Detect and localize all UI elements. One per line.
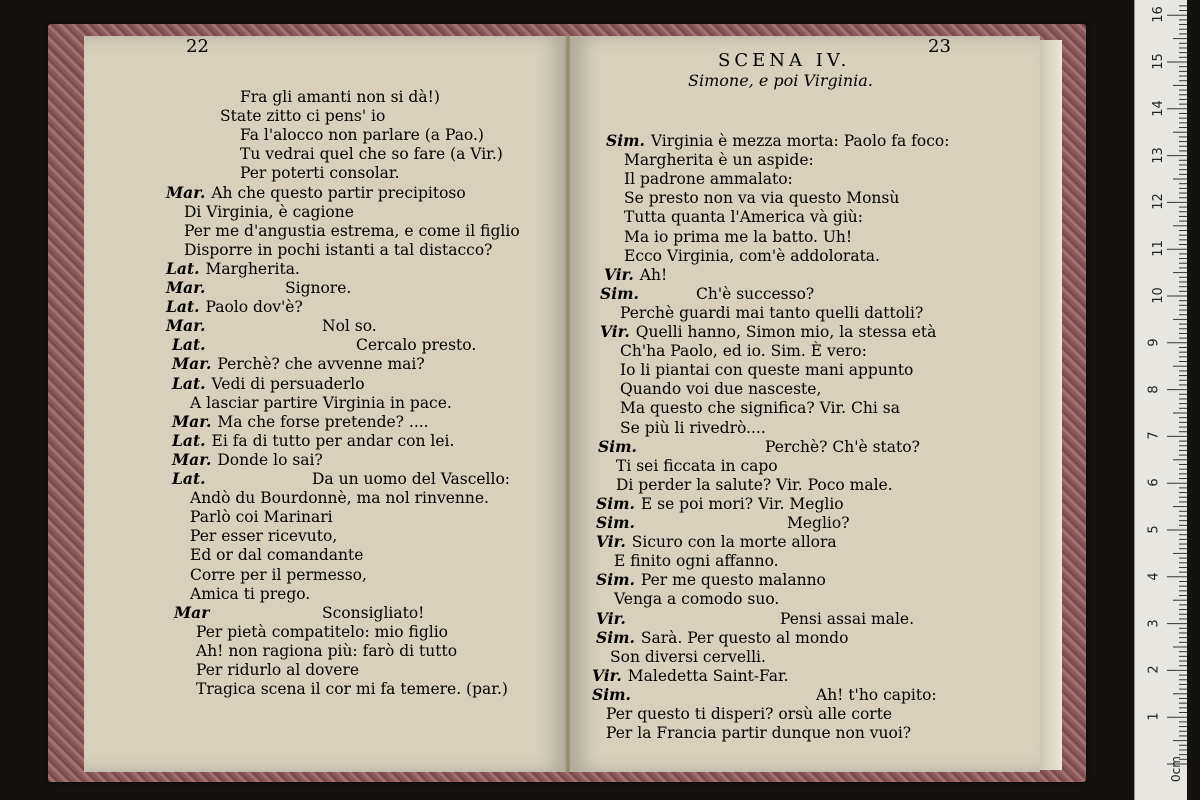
line-text: Tutta quanta l'America và giù: bbox=[624, 208, 863, 227]
ruler-number: 4 bbox=[1146, 572, 1162, 581]
text-line bbox=[172, 375, 365, 393]
text-line bbox=[190, 489, 489, 507]
line-text: Di Virginia, è cagione bbox=[184, 202, 354, 221]
text-line bbox=[196, 623, 448, 641]
line-text: Amica ti prego. bbox=[190, 584, 311, 603]
text-line bbox=[610, 648, 766, 666]
text-line bbox=[190, 566, 367, 584]
line-text: Signore. bbox=[285, 279, 352, 297]
text-line bbox=[624, 208, 863, 226]
right-page-number: 23 bbox=[928, 36, 951, 57]
line-text: Ei fa di tutto per andar con lei. bbox=[211, 431, 455, 450]
ruler-number: 3 bbox=[1146, 618, 1162, 628]
ruler-number: 12 bbox=[1150, 193, 1166, 211]
line-text: Disporre in pochi istanti a tal distacco? bbox=[184, 240, 493, 259]
speaker-label: Vir. bbox=[596, 608, 626, 628]
page-edges bbox=[1040, 40, 1062, 770]
text-line bbox=[624, 189, 899, 207]
line-text: Ch'è successo? bbox=[696, 284, 815, 303]
speaker-label: Lat. bbox=[172, 373, 206, 393]
speaker-label: Vir. bbox=[604, 264, 634, 284]
line-text: Ma questo che significa? Vir. Chi sa bbox=[620, 399, 900, 418]
line-text: Tragica scena il cor mi fa temere. (par.) bbox=[196, 680, 508, 699]
text-line bbox=[620, 419, 766, 437]
text-line bbox=[196, 680, 508, 698]
text-line bbox=[624, 247, 880, 265]
speaker-label: Sim. bbox=[606, 131, 645, 150]
speaker-label: Lat. bbox=[166, 258, 200, 278]
text-line bbox=[620, 342, 867, 360]
speaker-label: Lat. bbox=[172, 335, 206, 355]
line-text: Se presto non va via questo Monsù bbox=[624, 189, 900, 208]
line-text: A lasciar partire Virginia in pace. bbox=[190, 393, 452, 412]
speaker-label: Sim. bbox=[596, 570, 635, 590]
line-text: Ti sei ficcata in capo bbox=[616, 456, 778, 475]
line-text: Ecco Virginia, com'è addolorata. bbox=[624, 246, 880, 265]
text-line bbox=[620, 361, 913, 379]
ruler-number: 14 bbox=[1150, 100, 1166, 117]
text-line bbox=[240, 145, 503, 163]
line-text: Per questo ti disperi? orsù alle corte bbox=[606, 705, 893, 723]
ruler-number: 15 bbox=[1150, 53, 1166, 70]
text-line bbox=[190, 527, 337, 545]
text-line bbox=[184, 203, 354, 221]
text-line bbox=[596, 608, 914, 628]
speaker-label: Mar. bbox=[166, 278, 206, 297]
line-text: Nol so. bbox=[322, 317, 377, 336]
speaker-label: Lat. bbox=[172, 469, 206, 488]
line-text: Paolo dov'è? bbox=[205, 298, 303, 317]
text-line bbox=[600, 323, 936, 341]
text-line bbox=[624, 170, 793, 188]
line-text: Perchè guardi mai tanto quelli dattoli? bbox=[620, 303, 924, 322]
ruler-number: 1 bbox=[1146, 712, 1162, 721]
text-line bbox=[624, 228, 852, 246]
text-line bbox=[624, 151, 814, 169]
line-text: Pensi assai male. bbox=[780, 609, 914, 628]
text-line bbox=[240, 126, 484, 144]
line-text: Margherita. bbox=[205, 259, 300, 278]
text-line bbox=[592, 684, 937, 704]
text-line bbox=[606, 132, 949, 150]
line-text: Se più li rivedrò.... bbox=[620, 418, 766, 437]
text-line bbox=[172, 335, 477, 355]
text-line bbox=[614, 552, 779, 570]
line-text: Cercalo presto. bbox=[356, 336, 477, 355]
line-text: Per poterti consolar. bbox=[240, 164, 400, 183]
text-line bbox=[190, 585, 310, 603]
line-text: Venga a comodo suo. bbox=[614, 590, 780, 609]
text-line bbox=[166, 260, 300, 278]
line-text: Andò du Bourdonnè, ma nol rinvenne. bbox=[190, 489, 489, 508]
line-text: Sicuro con la morte allora bbox=[631, 533, 837, 552]
text-line bbox=[606, 705, 892, 723]
ruler-number: 11 bbox=[1150, 240, 1166, 257]
text-line bbox=[172, 355, 425, 373]
speaker-label: Mar. bbox=[166, 316, 206, 336]
text-line bbox=[174, 602, 425, 622]
speaker-label: Mar. bbox=[172, 449, 212, 469]
speaker-label: Sim. bbox=[596, 627, 635, 647]
line-text: Donde lo sai? bbox=[217, 450, 323, 469]
ruler-number: 13 bbox=[1150, 146, 1166, 164]
line-text: Il padrone ammalato: bbox=[624, 170, 793, 189]
speaker-label: Sim. bbox=[592, 684, 631, 704]
line-text: Tu vedrai quel che so fare (a Vir.) bbox=[240, 145, 503, 164]
line-text: Da un uomo del Vascello: bbox=[312, 470, 511, 488]
line-text: Margherita è un aspide: bbox=[624, 151, 814, 170]
ruler-number: 10 bbox=[1150, 287, 1166, 304]
ruler-number: 7 bbox=[1146, 431, 1162, 441]
text-line bbox=[614, 590, 779, 608]
text-line bbox=[196, 642, 457, 660]
ruler-number: 6 bbox=[1146, 478, 1162, 487]
speaker-label: Sim. bbox=[598, 436, 637, 456]
text-line bbox=[620, 380, 821, 398]
scene-title: SCENA IV. bbox=[718, 50, 851, 71]
line-text: Son diversi cervelli. bbox=[610, 647, 766, 666]
ruler-number: 16 bbox=[1150, 6, 1166, 23]
line-text: Ed or dal comandante bbox=[190, 546, 364, 565]
speaker-label: Mar. bbox=[172, 354, 212, 374]
speaker-label: Sim. bbox=[600, 283, 639, 303]
text-line bbox=[190, 394, 452, 412]
speaker-label: Vir. bbox=[592, 665, 622, 685]
ruler-number: 5 bbox=[1146, 525, 1162, 534]
line-text: Fra gli amanti non si dà!) bbox=[240, 88, 440, 106]
text-line bbox=[166, 184, 466, 202]
line-text: Maledetta Saint-Far. bbox=[627, 666, 789, 685]
text-line bbox=[240, 88, 440, 106]
text-line bbox=[600, 283, 815, 303]
speaker-label: Vir. bbox=[600, 322, 630, 341]
line-text: E se poi mori? Vir. Meglio bbox=[640, 494, 844, 513]
scene-subtitle: Simone, e poi Virginia. bbox=[688, 71, 873, 90]
text-line bbox=[190, 546, 363, 564]
text-line bbox=[240, 164, 400, 182]
text-line bbox=[606, 724, 911, 742]
text-line bbox=[190, 508, 333, 526]
text-line bbox=[620, 399, 900, 417]
line-text: Per la Francia partir dunque non vuoi? bbox=[606, 724, 912, 743]
line-text: Io li piantai con queste mani appunto bbox=[620, 361, 914, 380]
speaker-label: Lat. bbox=[172, 430, 206, 450]
text-line bbox=[616, 457, 778, 475]
text-line bbox=[184, 222, 520, 240]
line-text: Perchè? Ch'è stato? bbox=[765, 437, 920, 456]
text-line bbox=[166, 316, 377, 336]
text-line bbox=[172, 413, 429, 431]
text-line bbox=[596, 513, 850, 532]
line-text: Sarà. Per questo al mondo bbox=[640, 628, 849, 647]
line-text: Quelli hanno, Simon mio, la stessa età bbox=[635, 323, 937, 341]
line-text: State zitto ci pens' io bbox=[220, 107, 386, 126]
text-line bbox=[220, 107, 385, 125]
speaker-label: Sim. bbox=[596, 513, 635, 532]
text-line bbox=[620, 304, 923, 322]
line-text: Per pietà compatitelo: mio figlio bbox=[196, 622, 449, 641]
line-text: Per esser ricevuto, bbox=[190, 527, 338, 546]
line-text: Ah! t'ho capito: bbox=[816, 685, 937, 704]
text-line bbox=[604, 266, 667, 284]
speaker-label: Mar. bbox=[166, 182, 206, 202]
text-line bbox=[166, 298, 303, 316]
line-text: Meglio? bbox=[787, 514, 850, 532]
left-page-number: 22 bbox=[186, 36, 209, 57]
ruler-number: 8 bbox=[1146, 384, 1162, 394]
text-line bbox=[596, 571, 826, 589]
text-line bbox=[616, 476, 893, 494]
speaker-label: Vir. bbox=[596, 532, 626, 552]
line-text: Per me d'angustia estrema, e come il figlio bbox=[184, 221, 520, 240]
text-line bbox=[596, 629, 848, 647]
line-text: Corre per il permesso, bbox=[190, 565, 367, 584]
line-text: Fa l'alocco non parlare (a Pao.) bbox=[240, 126, 484, 145]
text-line bbox=[596, 533, 837, 551]
line-text: Virginia è mezza morta: Paolo fa foco: bbox=[650, 132, 950, 150]
line-text: Ma che forse pretende? .... bbox=[217, 412, 429, 431]
text-line bbox=[172, 432, 454, 450]
ruler-unit-label: 0cm bbox=[1168, 756, 1183, 782]
ruler-number: 9 bbox=[1146, 338, 1162, 347]
line-text: Ma io prima me la batto. Uh! bbox=[624, 227, 853, 246]
measurement-ruler bbox=[1134, 0, 1187, 800]
line-text: Parlò coi Marinari bbox=[190, 508, 333, 527]
line-text: Quando voi due nasceste, bbox=[620, 380, 822, 399]
speaker-label: Mar bbox=[174, 602, 210, 622]
ruler-ticks bbox=[1135, 0, 1187, 800]
ruler-number: 2 bbox=[1146, 665, 1162, 675]
text-line bbox=[172, 451, 323, 469]
text-line bbox=[184, 241, 493, 259]
text-line bbox=[172, 469, 511, 488]
line-text: Ah! non ragiona più: farò di tutto bbox=[196, 641, 458, 660]
text-line bbox=[592, 667, 789, 685]
text-line bbox=[598, 436, 920, 456]
line-text: Vedi di persuaderlo bbox=[211, 374, 365, 393]
line-text: Per ridurlo al dovere bbox=[196, 661, 360, 679]
line-text: Per me questo malanno bbox=[640, 571, 826, 590]
line-text: Ch'ha Paolo, ed io. Sim. È vero: bbox=[620, 342, 867, 361]
speaker-label: Mar. bbox=[172, 411, 212, 431]
speaker-label: Lat. bbox=[166, 297, 200, 317]
line-text: Ah che questo partir precipitoso bbox=[211, 183, 466, 202]
line-text: Sconsigliato! bbox=[322, 603, 425, 622]
line-text: E finito ogni affanno. bbox=[614, 552, 779, 571]
line-text: Perchè? che avvenne mai? bbox=[217, 355, 425, 374]
text-line bbox=[596, 495, 844, 513]
text-line bbox=[196, 661, 359, 679]
line-text: Ah! bbox=[639, 265, 668, 284]
text-line bbox=[166, 278, 352, 297]
line-text: Di perder la salute? Vir. Poco male. bbox=[616, 475, 893, 494]
speaker-label: Sim. bbox=[596, 493, 635, 513]
